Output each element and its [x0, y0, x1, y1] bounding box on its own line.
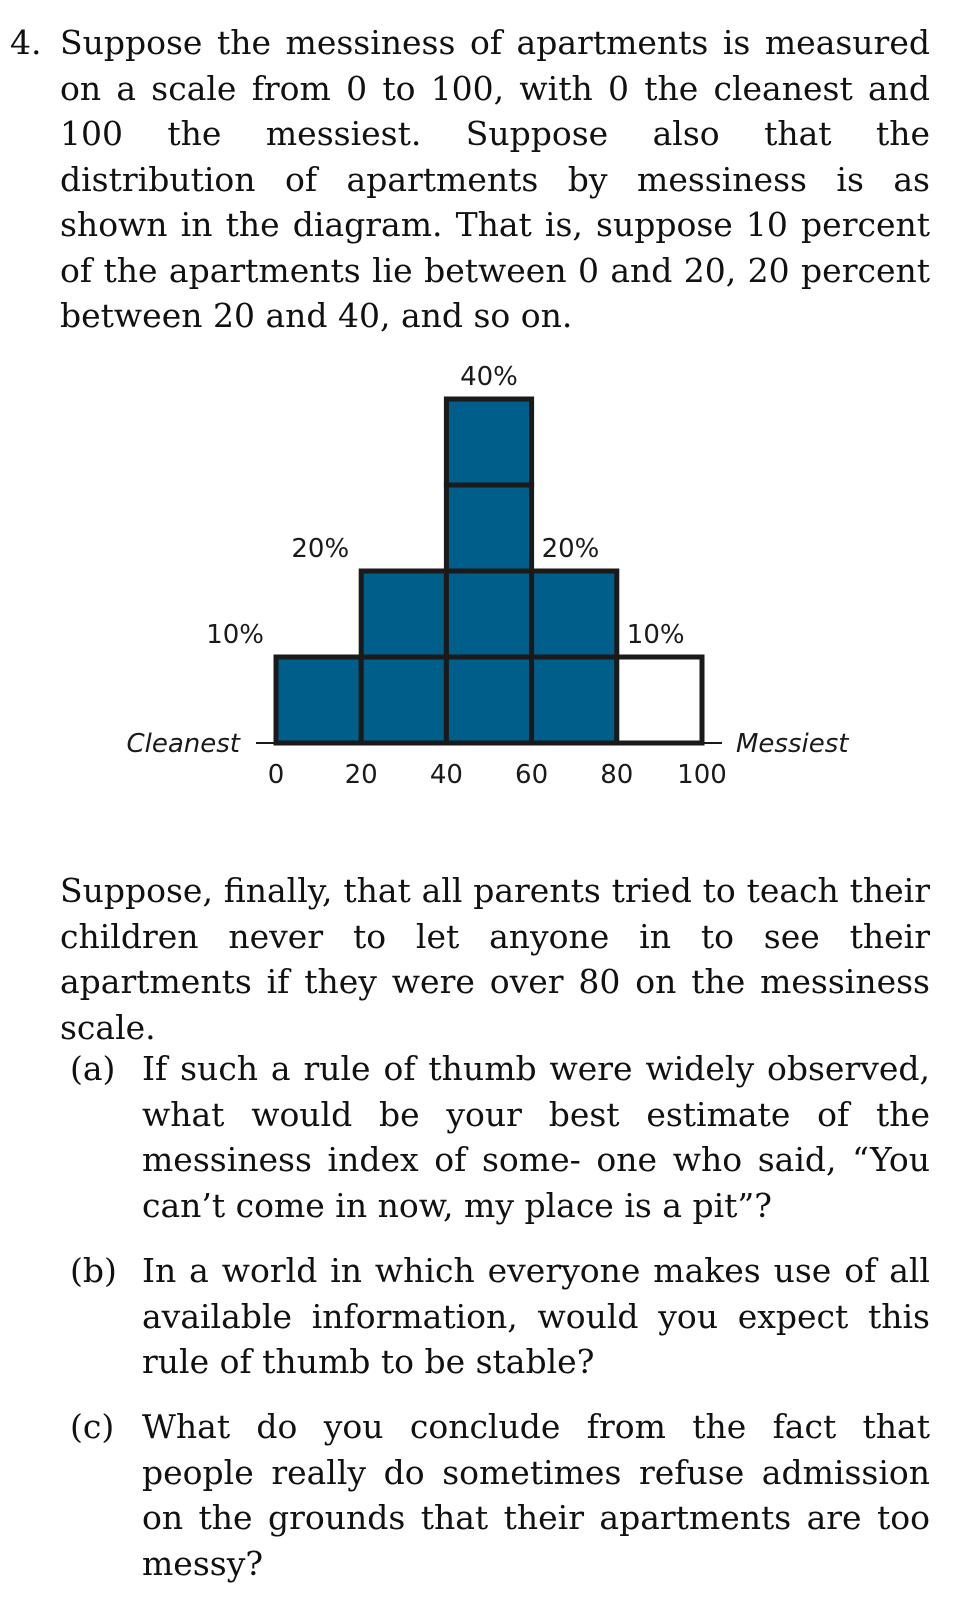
value-label-20–40: 20%: [291, 534, 350, 564]
question-label: (a): [70, 1049, 116, 1088]
problem-number: 4.: [10, 23, 42, 62]
bar-block-80–100-1: [617, 657, 702, 743]
x-axis-right-label: Messiest: [736, 729, 849, 759]
chart-blocks: [276, 399, 702, 743]
x-tick-label-80: 80: [600, 760, 634, 790]
x-tick-label-40: 40: [429, 760, 463, 790]
question-label: (c): [70, 1407, 115, 1446]
question-text: What do you conclude from the fact that people really do sometimes refuse admission on the grounds that their apartments are too messy?: [142, 1407, 930, 1583]
problem-followup: Suppose, finally, that all parents tried to teach their children never to let anyone in to see their apartments if they were over 80 on the messiness scale.: [60, 871, 930, 1047]
bar-block-60–80-2: [532, 571, 617, 657]
x-tick-label-100: 100: [677, 760, 727, 790]
question-label: (b): [70, 1251, 117, 1290]
bar-block-20–40-1: [361, 657, 446, 743]
value-label-0–20: 10%: [206, 620, 264, 650]
x-tick-label-0: 0: [267, 760, 285, 790]
bar-block-60–80-1: [532, 657, 617, 743]
bar-block-40–60-2: [446, 571, 531, 657]
bar-block-40–60-1: [446, 657, 531, 743]
bar-block-20–40-2: [361, 571, 446, 657]
question-text: If such a rule of thumb were widely observed, what would be your best estimate of the messiness index of some- one who said, “You can’t come in now, my place is a pit”?: [142, 1049, 930, 1225]
question-text: In a world in which everyone makes use of all available information, would you expect this rule of thumb to be stable?: [142, 1251, 930, 1381]
x-tick-label-20: 20: [344, 760, 378, 790]
problem-intro: Suppose the messiness of apartments is measured on a scale from 0 to 100, with 0 the cleanest and 100 the messiest. Suppose also that the distribution of apartments by messiness is as shown in the diagram. That is, suppose 10 percent of the apartments lie between 0 and 20, 20 percent between 20 and 40, and so on.: [60, 23, 930, 335]
bar-block-0–20-1: [276, 657, 361, 743]
bar-block-40–60-3: [446, 485, 531, 571]
bar-block-40–60-4: [446, 399, 531, 485]
x-tick-label-60: 60: [515, 760, 549, 790]
value-label-80–100: 10%: [626, 620, 685, 650]
value-label-60–80: 20%: [541, 534, 600, 564]
x-axis-left-label: Cleanest: [126, 729, 240, 759]
value-label-40–60: 40%: [460, 362, 518, 392]
messiness-distribution-chart: [0, 340, 960, 810]
